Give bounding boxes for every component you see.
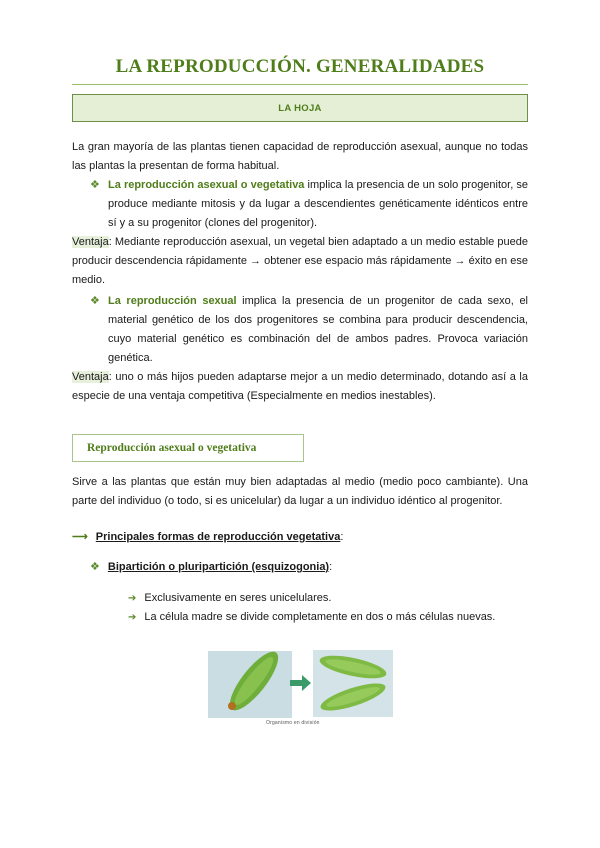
ventaja-label-2: Ventaja	[72, 371, 109, 383]
ventaja-paragraph-2	[72, 368, 528, 406]
principales-label: Principales formas de reproducción vegetativa	[95, 531, 341, 543]
two-daughter-cells-illustration	[313, 650, 393, 717]
sexual-bullet	[90, 292, 528, 368]
cell-photo-before	[208, 651, 292, 718]
asexual-text: implica la presencia de un solo progenitor, se produce mediante mitosis y da lugar a descendientes genéticamente idénticos entre sí y a su progenitor (clones del progenitor).	[108, 179, 528, 229]
arrow-bullet-icon: ➔	[128, 593, 137, 604]
biparticion-heading	[90, 558, 332, 577]
list-item-text: La célula madre se divide completamente en dos o más células nuevas.	[144, 611, 496, 623]
section-header-label: LA HOJA	[278, 102, 322, 114]
ventaja-paragraph-1	[72, 233, 528, 290]
diamond-bullet-icon: ❖	[90, 179, 100, 191]
ventaja-text-2: : uno o más hijos pueden adaptarse mejor a un medio determinado, dotando así a la especie de una ventaja competitiva (Especialmente en medios inestables).	[72, 371, 528, 402]
arrow-bullet-icon: ➔	[128, 612, 137, 623]
biparticion-suffix: :	[329, 561, 333, 573]
list-item	[128, 589, 331, 608]
asexual-bullet	[90, 176, 528, 233]
subsection-intro: Sirve a las plantas que están muy bien adaptadas al medio (medio poco cambiante). Una parte del individuo (o todo, si es unicelular) da lugar a un individuo idéntico al progenitor.	[72, 476, 528, 507]
biparticion-label: Bipartición o pluripartición (esquizogonia)	[107, 561, 330, 573]
sexual-text: implica la presencia de un progenitor de cada sexo, el material genético de los dos progenitores se combina para producir descendencia, cuyo material genético es combinación del de ambos padres. Provoca variación genética.	[108, 295, 529, 364]
subsection-title: Reproducción asexual o vegetativa	[87, 442, 257, 454]
list-item-text: Exclusivamente en seres unicelulares.	[144, 592, 332, 604]
title-divider	[72, 84, 528, 85]
dividing-cell-illustration	[208, 651, 292, 718]
intro-paragraph: La gran mayoría de las plantas tienen capacidad de reproducción asexual, aunque no todas las plantas la presentan de forma habitual.	[72, 141, 528, 172]
sexual-term: La reproducción sexual	[108, 295, 237, 307]
figure-caption: Organismo en división	[266, 720, 320, 726]
diamond-bullet-icon: ❖	[90, 561, 100, 573]
cell-photo-after	[313, 650, 393, 717]
section-header-box	[72, 94, 528, 122]
principales-suffix: :	[340, 531, 344, 543]
subsection-title-box	[72, 434, 304, 462]
ventaja-label-1: Ventaja	[72, 236, 109, 248]
diamond-bullet-icon: ❖	[90, 295, 100, 307]
list-item	[128, 608, 495, 627]
long-arrow-icon: ⟶	[72, 531, 88, 543]
asexual-term: La reproducción asexual o vegetativa	[108, 179, 305, 191]
principales-heading	[72, 528, 343, 547]
right-arrow-icon	[288, 674, 312, 692]
ventaja-text-1: : Mediante reproducción asexual, un vegetal bien adaptado a un medio estable puede producir descendencia rápidamente → obtener ese espacio más rápidamente → éxito en ese medio.	[72, 236, 528, 286]
page-title: LA REPRODUCCIÓN. GENERALIDADES	[115, 56, 485, 77]
